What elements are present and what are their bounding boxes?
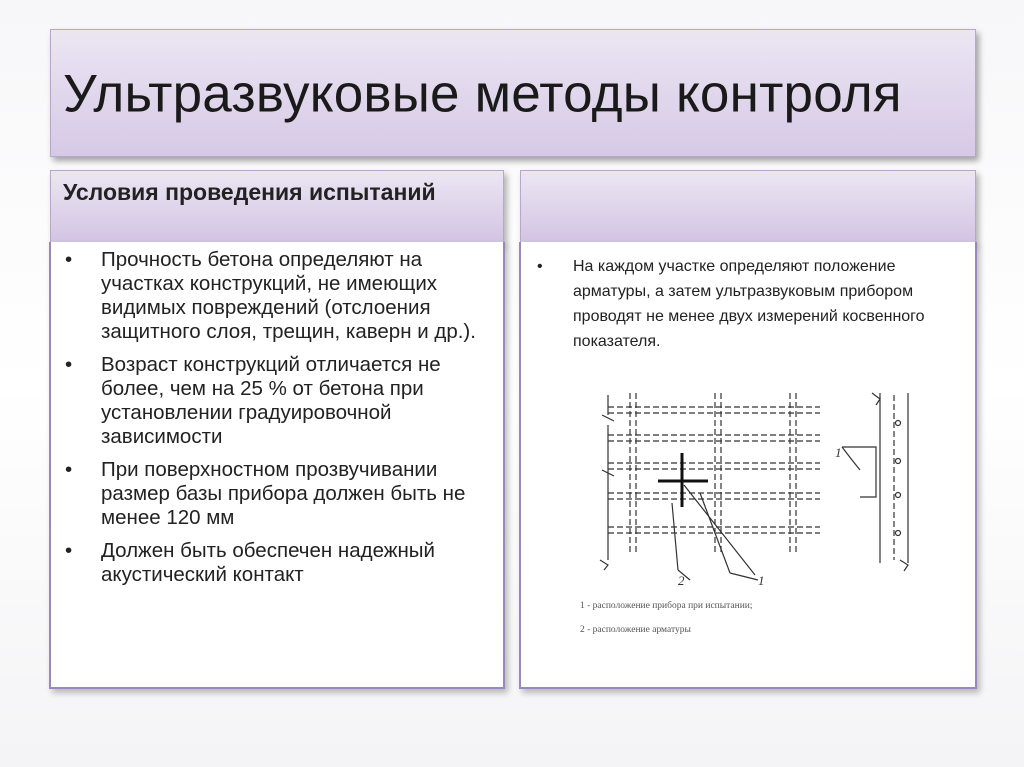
rebar-horizontal [608, 407, 820, 413]
bullet-icon: • [537, 258, 543, 275]
legend-line-1: 1 - расположение прибора при испытании; [580, 601, 753, 611]
list-item-text: Возраст конструкций отличается не более, чем на 25 % от бетона при установлении градуировочной зависимости [101, 353, 441, 448]
list-item-text: На каждом участке определяют положение арматуры, а затем ультразвуковым прибором проводят не менее двух измерений косвенного показателя. [573, 258, 925, 350]
reinforcement-diagram [580, 385, 960, 635]
bullet-icon: • [65, 539, 73, 562]
break-mark [600, 560, 608, 570]
list-item [57, 353, 497, 449]
left-bullet-list [57, 248, 497, 596]
bullet-icon: • [65, 458, 73, 481]
slide-title: Ультразвуковые методы контроля [63, 64, 902, 124]
list-item-text: Прочность бетона определяют на участках конструкций, не имеющих видимых повреждений (отслоения защитного слоя, трещин, каверн и др.). [101, 248, 476, 343]
break-mark [602, 415, 614, 421]
list-item-text: При поверхностном прозвучивании размер базы прибора должен быть не менее 120 мм [101, 458, 466, 529]
list-item [57, 248, 497, 344]
left-column-header [50, 170, 504, 244]
legend-line-2: 2 - расположение арматуры [580, 625, 691, 635]
list-item-text: Должен быть обеспечен надежный акустический контакт [101, 539, 435, 586]
section-label-1: 1 [835, 445, 842, 460]
right-bullet-list [529, 254, 965, 354]
list-item [529, 254, 965, 354]
rebar-grid [600, 393, 820, 570]
bullet-icon: • [65, 248, 73, 271]
diagram-label-1: 1 [758, 573, 765, 588]
rebar-vertical [790, 393, 796, 555]
title-banner [50, 29, 976, 157]
list-item [57, 539, 497, 587]
right-column-header [520, 170, 976, 244]
section-view [842, 393, 908, 571]
bullet-icon: • [65, 353, 73, 376]
rebar-horizontal [608, 435, 820, 441]
left-column-body [49, 242, 505, 689]
rebar-horizontal [608, 493, 820, 499]
rebar-vertical [630, 393, 636, 555]
diagram-label-2: 2 [678, 573, 685, 588]
left-column-heading: Условия проведения испытаний [63, 179, 436, 205]
rebar-horizontal [608, 463, 820, 469]
list-item [57, 458, 497, 530]
